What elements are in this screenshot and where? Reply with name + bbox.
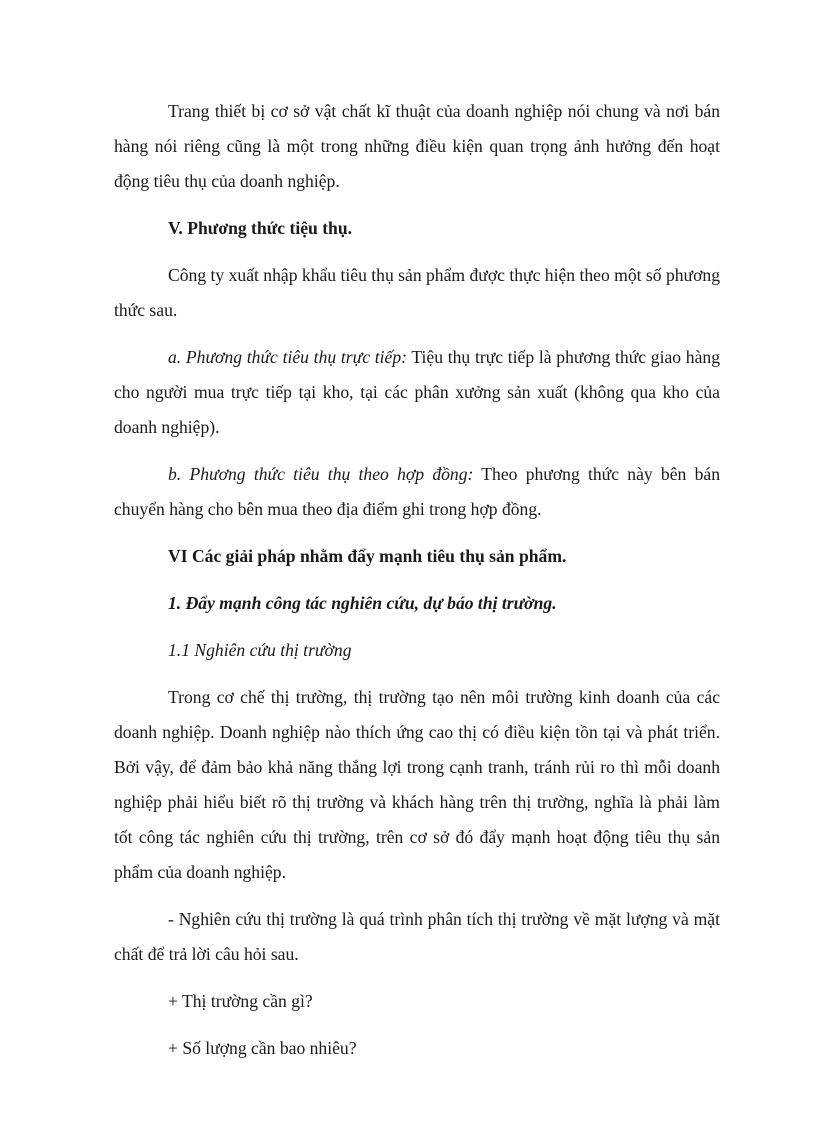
list-item-question-1 bbox=[168, 984, 720, 1019]
heading-subsection-1 bbox=[168, 586, 720, 621]
heading-subsection-1-text: 1. Đẩy mạnh công tác nghiên cứu, dự báo thị trường. bbox=[168, 593, 557, 613]
list-item-question-2 bbox=[168, 1031, 720, 1066]
paragraph-market-research bbox=[114, 680, 720, 890]
heading-section-v-text: V. Phương thức tiệu thụ. bbox=[168, 218, 353, 238]
paragraph-research-definition-text: - Nghiên cứu thị trường là quá trình phân tích thị trường về mặt lượng và mặt chất để trả lời câu hỏi sau. bbox=[114, 909, 720, 964]
paragraph-research-definition bbox=[114, 902, 720, 972]
heading-section-vi bbox=[168, 539, 720, 574]
direct-sales-text: Tiệu thụ trực tiếp là phương thức giao hàng cho người mua trực tiếp tại kho, tại các phân xưởng sản xuất (không qua kho của doanh nghiệp). bbox=[114, 347, 721, 437]
heading-section-vi-text: VI Các giải pháp nhằm đẩy mạnh tiêu thụ sản phẩm. bbox=[168, 546, 567, 566]
paragraph-market-research-text: Trong cơ chế thị trường, thị trường tạo nên môi trường kinh doanh của các doanh nghiệp. Doanh nghiệp nào thích ứng cao thị có điều kiện tồn tại và phát triển. Bởi vậy, để đảm bảo khả năng thắng lợi trong cạnh tranh, tránh rủi ro thì mỗi doanh nghiệp phải hiểu biết rõ thị trường và khách hàng trên thị trường, nghĩa là phải làm tốt công tác nghiên cứu thị trường, trên cơ sở đó đẩy mạnh hoạt động tiêu thụ sản phẩm của doanh nghiệp. bbox=[114, 687, 720, 882]
paragraph-direct-sales bbox=[114, 340, 720, 445]
question-1-text: + Thị trường cần gì? bbox=[168, 991, 313, 1011]
paragraph-methods-intro bbox=[114, 258, 720, 328]
direct-sales-lead: a. Phương thức tiêu thụ trực tiếp: bbox=[168, 347, 407, 367]
contract-sales-text: Theo phương thức này bên bán chuyển hàng cho bên mua theo địa điểm ghi trong hợp đồng. bbox=[114, 464, 720, 519]
paragraph-facilities-text: Trang thiết bị cơ sở vật chất kĩ thuật của doanh nghiệp nói chung và nơi bán hàng nói riêng cũng là một trong những điều kiện quan trọng ảnh hưởng đến hoạt động tiêu thụ của doanh nghiệp. bbox=[114, 101, 720, 191]
paragraph-facilities bbox=[114, 94, 720, 199]
heading-subsection-1-1 bbox=[168, 633, 720, 668]
heading-subsection-1-1-text: 1.1 Nghiên cứu thị trường bbox=[168, 640, 352, 660]
contract-sales-lead: b. Phương thức tiêu thụ theo hợp đồng: bbox=[168, 464, 474, 484]
question-2-text: + Số lượng cần bao nhiêu? bbox=[168, 1038, 357, 1058]
heading-section-v bbox=[168, 211, 720, 246]
paragraph-contract-sales bbox=[114, 457, 720, 527]
document-body bbox=[114, 94, 721, 1078]
paragraph-methods-intro-text: Công ty xuất nhập khẩu tiêu thụ sản phẩm được thực hiện theo một số phương thức sau. bbox=[114, 265, 720, 320]
